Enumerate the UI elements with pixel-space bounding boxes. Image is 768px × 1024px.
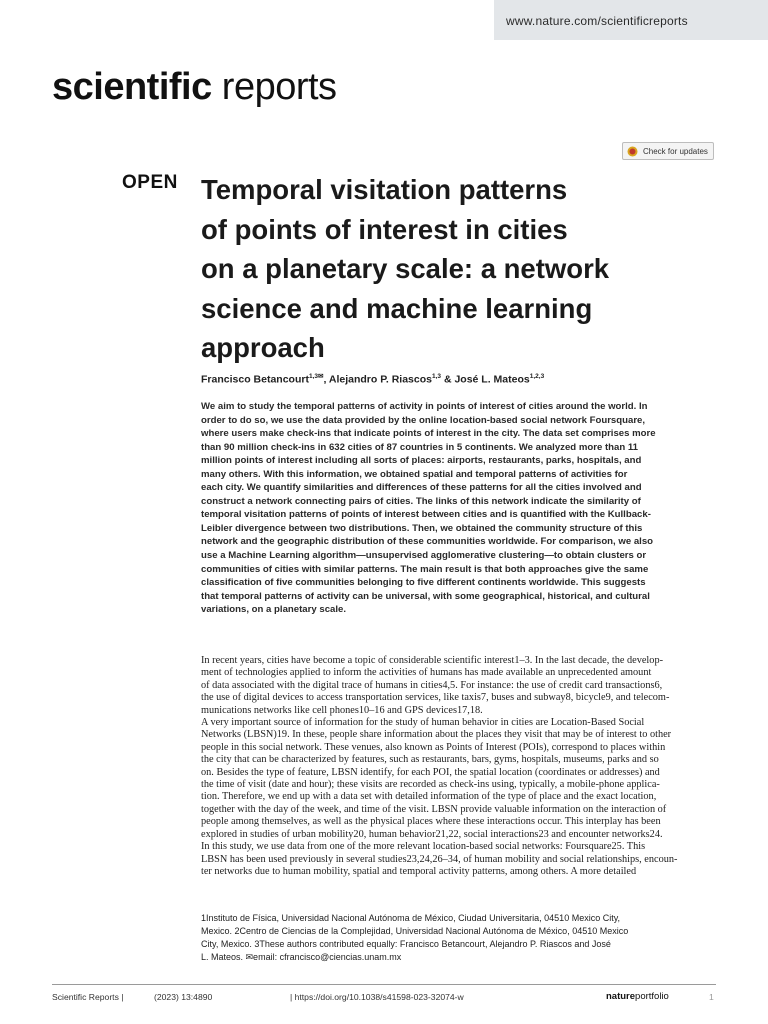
body-line: explored in studies of urban mobility20, human behavior21,22, social interactions23 and encounter networks24. (201, 828, 663, 840)
body-line: the time of visit (date and hour); these visits are recorded as check-ins using, typically, a mobile-phone applica- (201, 779, 660, 791)
brand-light: portfolio (635, 991, 669, 1002)
abstract-line: that temporal patterns of activity can be universal, with some geographical, historical, and cultural (201, 590, 650, 602)
body-line: ment of technologies applied to inform the activities of humans has made available an unprecedented amount (201, 667, 652, 679)
author-name[interactable]: & José L. Mateos (441, 373, 530, 386)
abstract-line: than 90 million check-ins in 632 cities of 87 countries in 5 continents. We analyzed more than 11 (201, 441, 639, 453)
journal-logo-bold: scientific (52, 66, 212, 108)
author-name[interactable]: , Alejandro P. Riascos (323, 373, 432, 386)
journal-logo[interactable] (52, 66, 337, 109)
abstract-line: classification of five communities belonging to five different continents worldwide. This suggests (201, 577, 646, 589)
body-line: people in this social network. These venues, also known as Points of Interest (POIs), correspond to places within (201, 741, 666, 753)
footer-doi-link[interactable]: | https://doi.org/10.1038/s41598-023-32074-w (290, 992, 464, 1002)
author-list (201, 372, 544, 386)
abstract-line: million points of interest including all sorts of places: airports, restaurants, parks, hospitals, and (201, 455, 642, 467)
body-line: ter networks due to human mobility, spatial and temporal activity patterns, among others. A more detailed (201, 865, 637, 877)
body-line: on. Besides the type of feature, LBSN identify, for each POI, the spatial location (coordinates or addresses) and (201, 766, 660, 778)
body-line: munications networks like cell phones10–16 and GPS devices17,18. (201, 704, 483, 716)
footer-journal: Scientific Reports | (52, 992, 124, 1002)
open-access-label: OPEN (122, 172, 178, 193)
brand-bold: nature (606, 991, 636, 1002)
body-line: together with the day of the week, and time of the visit. LBSN provide valuable information on the interaction of (201, 803, 667, 815)
body-line: In this study, we use data from one of the more relevant location-based social networks: Foursquare25. This (201, 841, 646, 853)
affiliation-line: 1Instituto de Física, Universidad Nacional Autónoma de México, Ciudad Universitaria, 04510 Mexico City, (201, 913, 621, 923)
abstract-line: Leibler divergence between two distributions. Then, we obtained the community structure of this (201, 522, 643, 534)
journal-url-link[interactable]: www.nature.com/scientificreports (494, 0, 768, 40)
check-updates-label: Check for updates (643, 146, 708, 156)
title-line: approach (201, 332, 325, 363)
abstract-line: communities of cities with similar patterns. The main result is that both approaches give the same (201, 563, 649, 575)
abstract-line: We aim to study the temporal patterns of activity in points of interest of cities around the world. In (201, 401, 648, 412)
body-line: people among themselves, as well as the physical places where these interactions occur. This interplay has been (201, 816, 661, 828)
affiliation-line: Mexico. 2Centro de Ciencias de la Complejidad, Universidad Nacional Autónoma de México, 04510 Mexico (201, 926, 629, 936)
article-title (201, 170, 721, 368)
abstract-line: where users make check-ins that indicate points of interest in the city. The data set comprises more (201, 428, 656, 440)
check-updates-button[interactable] (622, 142, 714, 160)
author-affiliation: 1,3✉ (308, 373, 324, 380)
abstract-line: use a Machine Learning algorithm—unsupervised agglomerative clustering—to obtain clusters or (201, 550, 647, 562)
body-line: A very important source of information for the study of human behavior in cities are Location-Based Social (201, 717, 645, 729)
author-affiliation: 1,2,3 (529, 373, 545, 380)
abstract-line: temporal visitation patterns of points of interest between cities and is quantified with the Kullback- (201, 509, 651, 521)
author-name[interactable]: Francisco Betancourt (201, 373, 309, 386)
abstract-line: variations, on a planetary scale. (201, 604, 347, 616)
author-affiliation: 1,3 (431, 373, 442, 380)
title-line: Temporal visitation patterns (201, 174, 568, 205)
title-line: of points of interest in cities (201, 213, 568, 245)
abstract-line: each city. We quantify similarities and differences of these patterns for all the cities involved and (201, 482, 642, 494)
footer-volume: (2023) 13:4890 (154, 992, 213, 1002)
affiliations-footnote (201, 912, 719, 964)
abstract-line: network and the geographic distribution of these communities worldwide. For comparison, we also (201, 536, 654, 548)
footer-divider (52, 984, 716, 985)
journal-logo-light: reports (211, 66, 337, 108)
abstract-line: many others. With this information, we obtained spatial and temporal patterns of activities for (201, 468, 628, 480)
affiliation-line: City, Mexico. 3These authors contributed equally: Francisco Betancourt, Alejandro P. Riascos and José (201, 939, 611, 949)
body-line: LBSN has been used previously in several studies23,24,26–34, of human mobility and social relationships, encoun- (201, 853, 678, 865)
body-line: the city that can be characterized by features, such as restaurants, bars, gyms, hospitals, museums, parks and so (201, 754, 659, 766)
body-line: tion. Therefore, we end up with a data set with detailed information of the type of place and the exact location, (201, 791, 657, 803)
page-number: 1 (709, 992, 714, 1002)
title-line: science and machine learning (201, 292, 593, 324)
abstract-line: order to do so, we use the data provided by the online location-based social network Foursquare, (201, 414, 646, 426)
abstract (201, 400, 719, 617)
nature-portfolio-logo (606, 991, 669, 1002)
body-line: of data associated with the digital trace of humans in cities4,5. For instance: the use of credit card transactions6, (201, 679, 663, 691)
title-line: on a planetary scale: a network (201, 253, 610, 284)
crossmark-icon (627, 146, 638, 157)
body-line: In recent years, cities have become a topic of considerable scientific interest1–3. In the last decade, the develop- (201, 655, 664, 666)
introduction-body (201, 655, 719, 878)
abstract-line: construct a network connecting pairs of cities. The links of this network indicate the similarity of (201, 495, 641, 507)
affiliation-line: L. Mateos. ✉email: cfrancisco@ciencias.unam.mx (201, 952, 402, 962)
body-line: Networks (LBSN)19. In these, people share information about the places they visit that may be of interest to other (201, 729, 672, 741)
body-line: the use of digital devices to access transportation services, like taxis7, buses and subway8, bicycle9, and telecom- (201, 692, 670, 704)
